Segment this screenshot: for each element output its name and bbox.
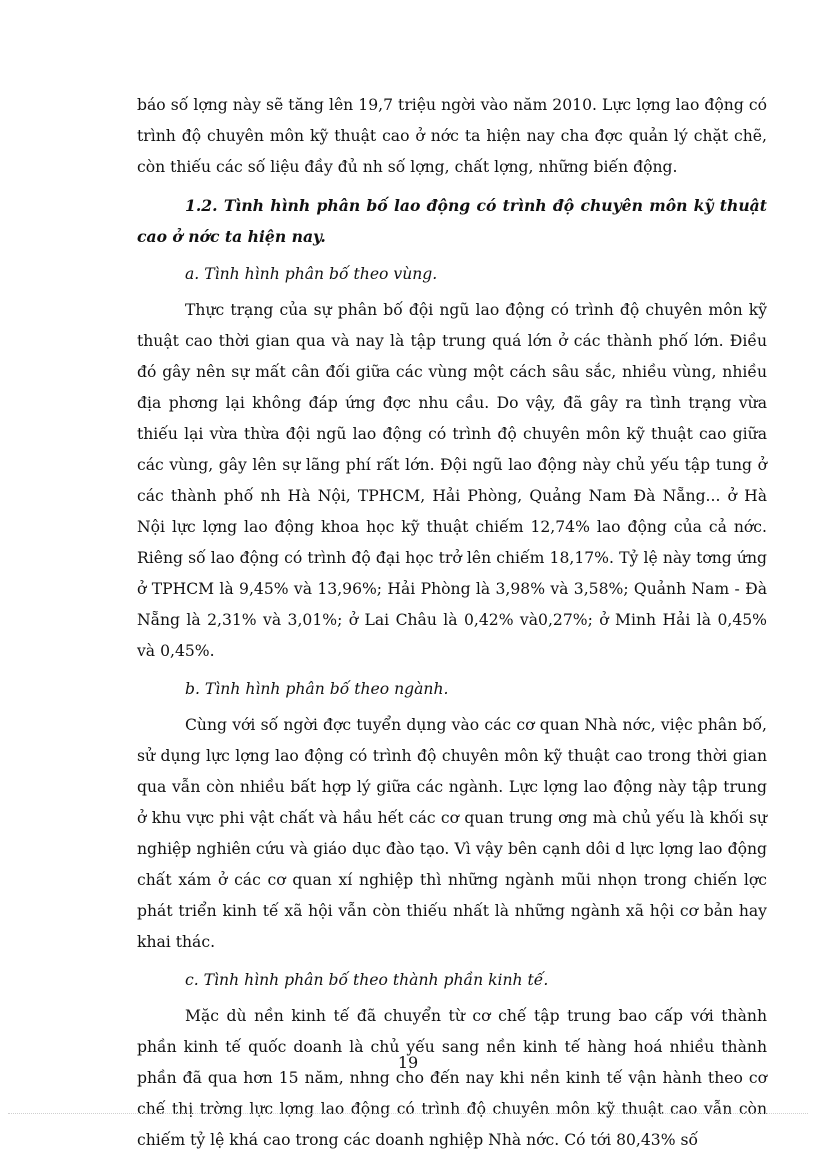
paragraph-by-economic-sector: Mặc dù nền kinh tế đã chuyển từ cơ chế tập trung bao cấp với thành phần kinh tế quốc doanh là chủ yếu sang nền kinh tế hàng hoá nhiều thành phần đã qua hơn 15 năm, nhng cho đến nay khi nền kinh tế vận hành theo cơ chế thị trờng lực lợng lao động có trình độ chuyên môn kỹ thuật cao vẫn còn chiếm tỷ lệ khá cao trong các doanh nghiệp Nhà nớc. Có tới 80,43% số — [137, 1007, 767, 1149]
page-number: 19 — [397, 1053, 419, 1072]
paragraph-intro-continuation: báo số lợng này sẽ tăng lên 19,7 triệu ngời vào năm 2010. Lực lợng lao động có trình độ chuyên môn kỹ thuật cao ở nớc ta hiện nay cha đợc quản lý chặt chẽ, còn thiếu các số liệu đầy đủ nh số lợng, chất lợng, những biến động. — [137, 96, 767, 176]
subheading-by-economic-sector: c. Tình hình phân bố theo thành phần kinh tế. — [185, 971, 549, 989]
paragraph-by-region: Thực trạng của sự phân bố đội ngũ lao động có trình độ chuyên môn kỹ thuật cao thời gian qua và nay là tập trung quá lớn ở các thành phố lớn. Điều đó gây nên sự mất cân đối giữa các vùng một cách sâu sắc, nhiều vùng, nhiều địa phơng lại không đáp ứng đợc nhu cầu. Do vậy, đã gây ra tình trạng vừa thiếu lại vừa thừa đội ngũ lao động có trình độ chuyên môn kỹ thuật cao giữa các vùng, gây lên sự lãng phí rất lớn. Đội ngũ lao động này chủ yếu tập tung ở các thành phố nh Hà Nội, TPHCM, Hải Phòng, Quảng Nam Đà Nẵng... ở Hà Nội lực lợng lao động khoa học kỹ thuật chiếm 12,74% lao động của cả nớc. Riêng số lao động có trình độ đại học trở lên chiếm 18,17%. Tỷ lệ này tơng ứng ở TPHCM là 9,45% và 13,96%; Hải Phòng là 3,98% và 3,58%; Quảnh Nam - Đà Nẵng là 2,31% và 3,01%; ở Lai Châu là 0,42% và0,27%; ở Minh Hải là 0,45% và 0,45%. — [137, 301, 767, 660]
paragraph-by-sector: Cùng với số ngời đợc tuyển dụng vào các cơ quan Nhà nớc, việc phân bố, sử dụng lực lợng lao động có trình độ chuyên môn kỹ thuật cao trong thời gian qua vẫn còn nhiều bất hợp lý giữa các ngành. Lực lợng lao động này tập trung ở khu vực phi vật chất và hầu hết các cơ quan trung ơng mà chủ yếu là khối sự nghiệp nghiên cứu và giáo dục đào tạo. Vì vậy bên cạnh dôi d lực lợng lao động chất xám ở các cơ quan xí nghiệp thì những ngành mũi nhọn trong chiến lợc phát triển kinh tế xã hội vẫn còn thiếu nhất là những ngành xã hội cơ bản hay khai thác. — [137, 716, 767, 951]
subheading-by-region: a. Tình hình phân bố theo vùng. — [185, 265, 438, 283]
section-heading-1-2: 1.2. Tình hình phân bố lao động có trình độ chuyên môn kỹ thuật cao ở nớc ta hiện nay. — [137, 196, 767, 246]
document-page — [137, 90, 767, 1156]
page-bottom-divider — [8, 1113, 808, 1114]
subheading-by-sector: b. Tình hình phân bố theo ngành. — [185, 680, 449, 698]
